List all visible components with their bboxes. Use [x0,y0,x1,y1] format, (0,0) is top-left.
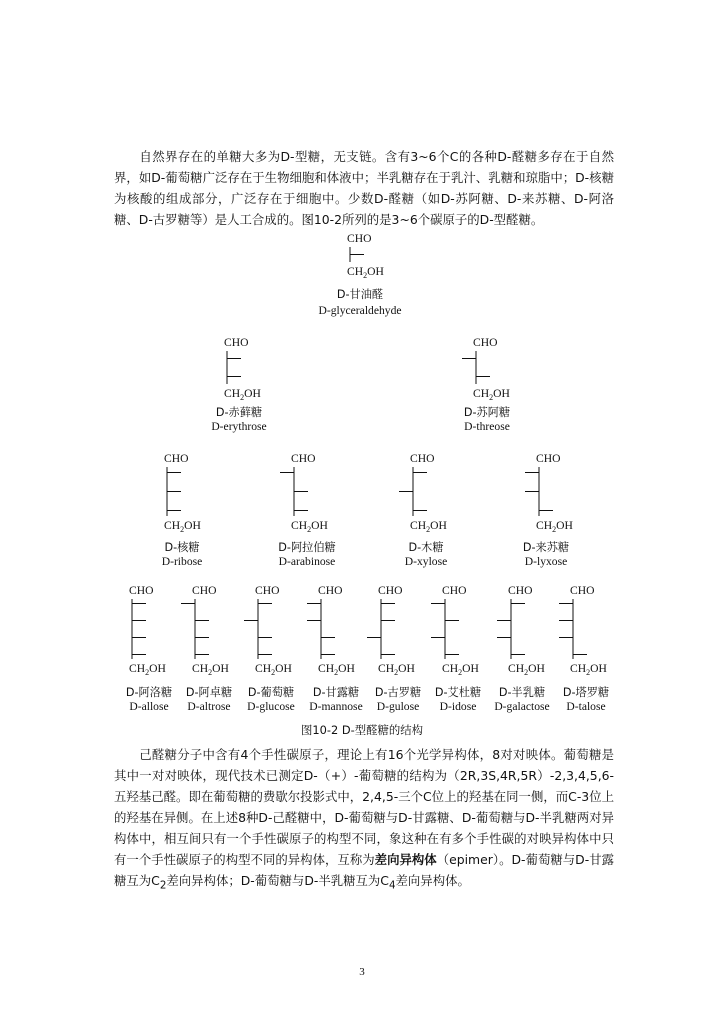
cho-group-label: CHO [442,584,467,597]
fischer-projection [431,584,479,677]
sugar-zh-label: D-甘露糖 [312,686,360,699]
page-number: 3 [359,966,365,978]
fischer-projection [559,584,607,677]
cho-group-label: CHO [508,584,533,597]
sugar-en-label: D-gulose [376,700,420,713]
sugar-zh-label: D-来苏糖 [522,541,570,554]
sugar-zh-label: D-甘油醛 [336,288,384,301]
fischer-projection [399,452,447,534]
sugar-zh-label: D-塔罗糖 [562,686,610,699]
ch2oh-group-label: $CH_2OH$ [347,265,384,280]
cho-group-label: CHO [129,584,154,597]
fischer-projection [164,452,201,534]
sugar-zh-label: D-核糖 [164,541,200,554]
intro-paragraph: 自然界存在的单糖大多为D-型糖，无支链。含有3~6个C的各种D-醛糖多存在于自然界，如D-葡萄糖广泛存在于生物细胞和体液中；半乳糖存在于乳汁、乳糖和琼脂中；D-核糖为核酸的组成部分，广泛存在于细胞中。少数D-醛糖（如D-苏阿糖、D-来苏糖、D-阿洛糖、D-古罗糖等）是人工合成的。图10-2所列的是3~6个碳原子的D-型醛糖。 [114,149,614,227]
epimer-paragraph: 己醛糖分子中含有4个手性碳原子，理论上有16个光学异构体，8对对映体。葡萄糖是其中一对对映体，现代技术已测定D-（+）-葡萄糖的结构为（2R,3S,4R,5R）-2,3,4,5,6-五羟基己醛。即在葡萄糖的费歇尔投影式中，2,4,5-三个C位上的羟基在同一侧，而C-3位上的羟基在异侧。在上述8种D-己醛糖中，D-葡萄糖与D-甘露糖、D-葡萄糖与D-半乳糖两对异构体中，相互间只有一个手性碳原子的构型不同，象这种在有多个手性碳的对映异构体中只有一个手性碳原子的构型不同的异构体，互称为差向异构体（epimer）。D-葡萄糖与D-甘露糖互为$C_2$差向异构体；D-葡萄糖与D-半乳糖互为$C_4$差向异构体。 [114,747,615,892]
ch2oh-group-label: $CH_2OH$ [442,662,479,677]
sugar-zh-label: D-阿卓糖 [185,686,233,699]
cho-group-label: CHO [255,584,280,597]
sugar-zh-label: D-半乳糖 [498,686,546,699]
sugar-en-label: D-glucose [247,700,295,713]
cho-group-label: CHO [536,452,561,465]
ch2oh-group-label: $CH_2OH$ [291,519,328,534]
sugar-zh-label: D-赤藓糖 [215,406,263,419]
fischer-projection [280,452,328,534]
ch2oh-group-label: $CH_2OH$ [192,662,229,677]
cho-group-label: CHO [192,584,217,597]
sugar-zh-label: D-阿洛糖 [125,686,173,699]
fischer-projection [367,584,415,677]
epimer-term: 差向异构体 [374,852,437,867]
ch2oh-group-label: $CH_2OH$ [129,662,166,677]
sugar-en-label: D-threose [464,420,510,433]
sugar-en-label: D-lyxose [524,555,568,568]
ch2oh-group-label: $CH_2OH$ [224,387,261,402]
fischer-projection [525,452,573,534]
sugar-zh-label: D-阿拉伯糖 [278,541,336,554]
fischer-projection [224,336,261,402]
fischer-projection [462,336,510,402]
ch2oh-group-label: $CH_2OH$ [410,519,447,534]
ch2oh-group-label: $CH_2OH$ [570,662,607,677]
sugar-en-label: D-arabinose [278,555,336,568]
ch2oh-group-label: $CH_2OH$ [255,662,292,677]
sugar-en-label: D-erythrose [211,420,267,433]
sugar-zh-label: D-苏阿糖 [463,406,511,419]
ch2oh-group-label: $CH_2OH$ [164,519,201,534]
cho-group-label: CHO [318,584,343,597]
cho-group-label: CHO [570,584,595,597]
sugar-zh-label: D-木糖 [408,541,444,554]
ch2oh-group-label: $CH_2OH$ [378,662,415,677]
cho-group-label: CHO [224,336,249,349]
figure-caption: 图10-2 D-型醛糖的结构 [300,723,424,737]
sugar-en-label: D-glyceraldehyde [318,304,402,317]
cho-group-label: CHO [378,584,403,597]
cho-group-label: CHO [347,232,372,245]
ch2oh-group-label: $CH_2OH$ [536,519,573,534]
ch2oh-group-label: $CH_2OH$ [473,387,510,402]
fischer-projection [307,584,355,677]
cho-group-label: CHO [473,336,498,349]
cho-group-label: CHO [410,452,435,465]
sugar-en-label: D-talose [566,700,606,713]
fischer-projection [181,584,229,677]
sugar-zh-label: D-古罗糖 [374,686,422,699]
fischer-projection [129,584,166,677]
sugar-en-label: D-ribose [161,555,203,568]
ch2oh-group-label: $CH_2OH$ [508,662,545,677]
sugar-en-label: D-altrose [187,700,231,713]
sugar-en-label: D-idose [439,700,477,713]
sugar-en-label: D-galactose [494,700,550,713]
ch2oh-group-label: $CH_2OH$ [318,662,355,677]
cho-group-label: CHO [291,452,316,465]
sugar-zh-label: D-葡萄糖 [247,686,295,699]
sugar-en-label: D-xylose [404,555,448,568]
fischer-projection [347,232,384,280]
fischer-projection [497,584,545,677]
sugar-en-label: D-mannose [309,700,363,713]
cho-group-label: CHO [164,452,189,465]
sugar-zh-label: D-艾杜糖 [434,686,482,699]
fischer-projection [244,584,292,677]
sugar-en-label: D-allose [129,700,169,713]
